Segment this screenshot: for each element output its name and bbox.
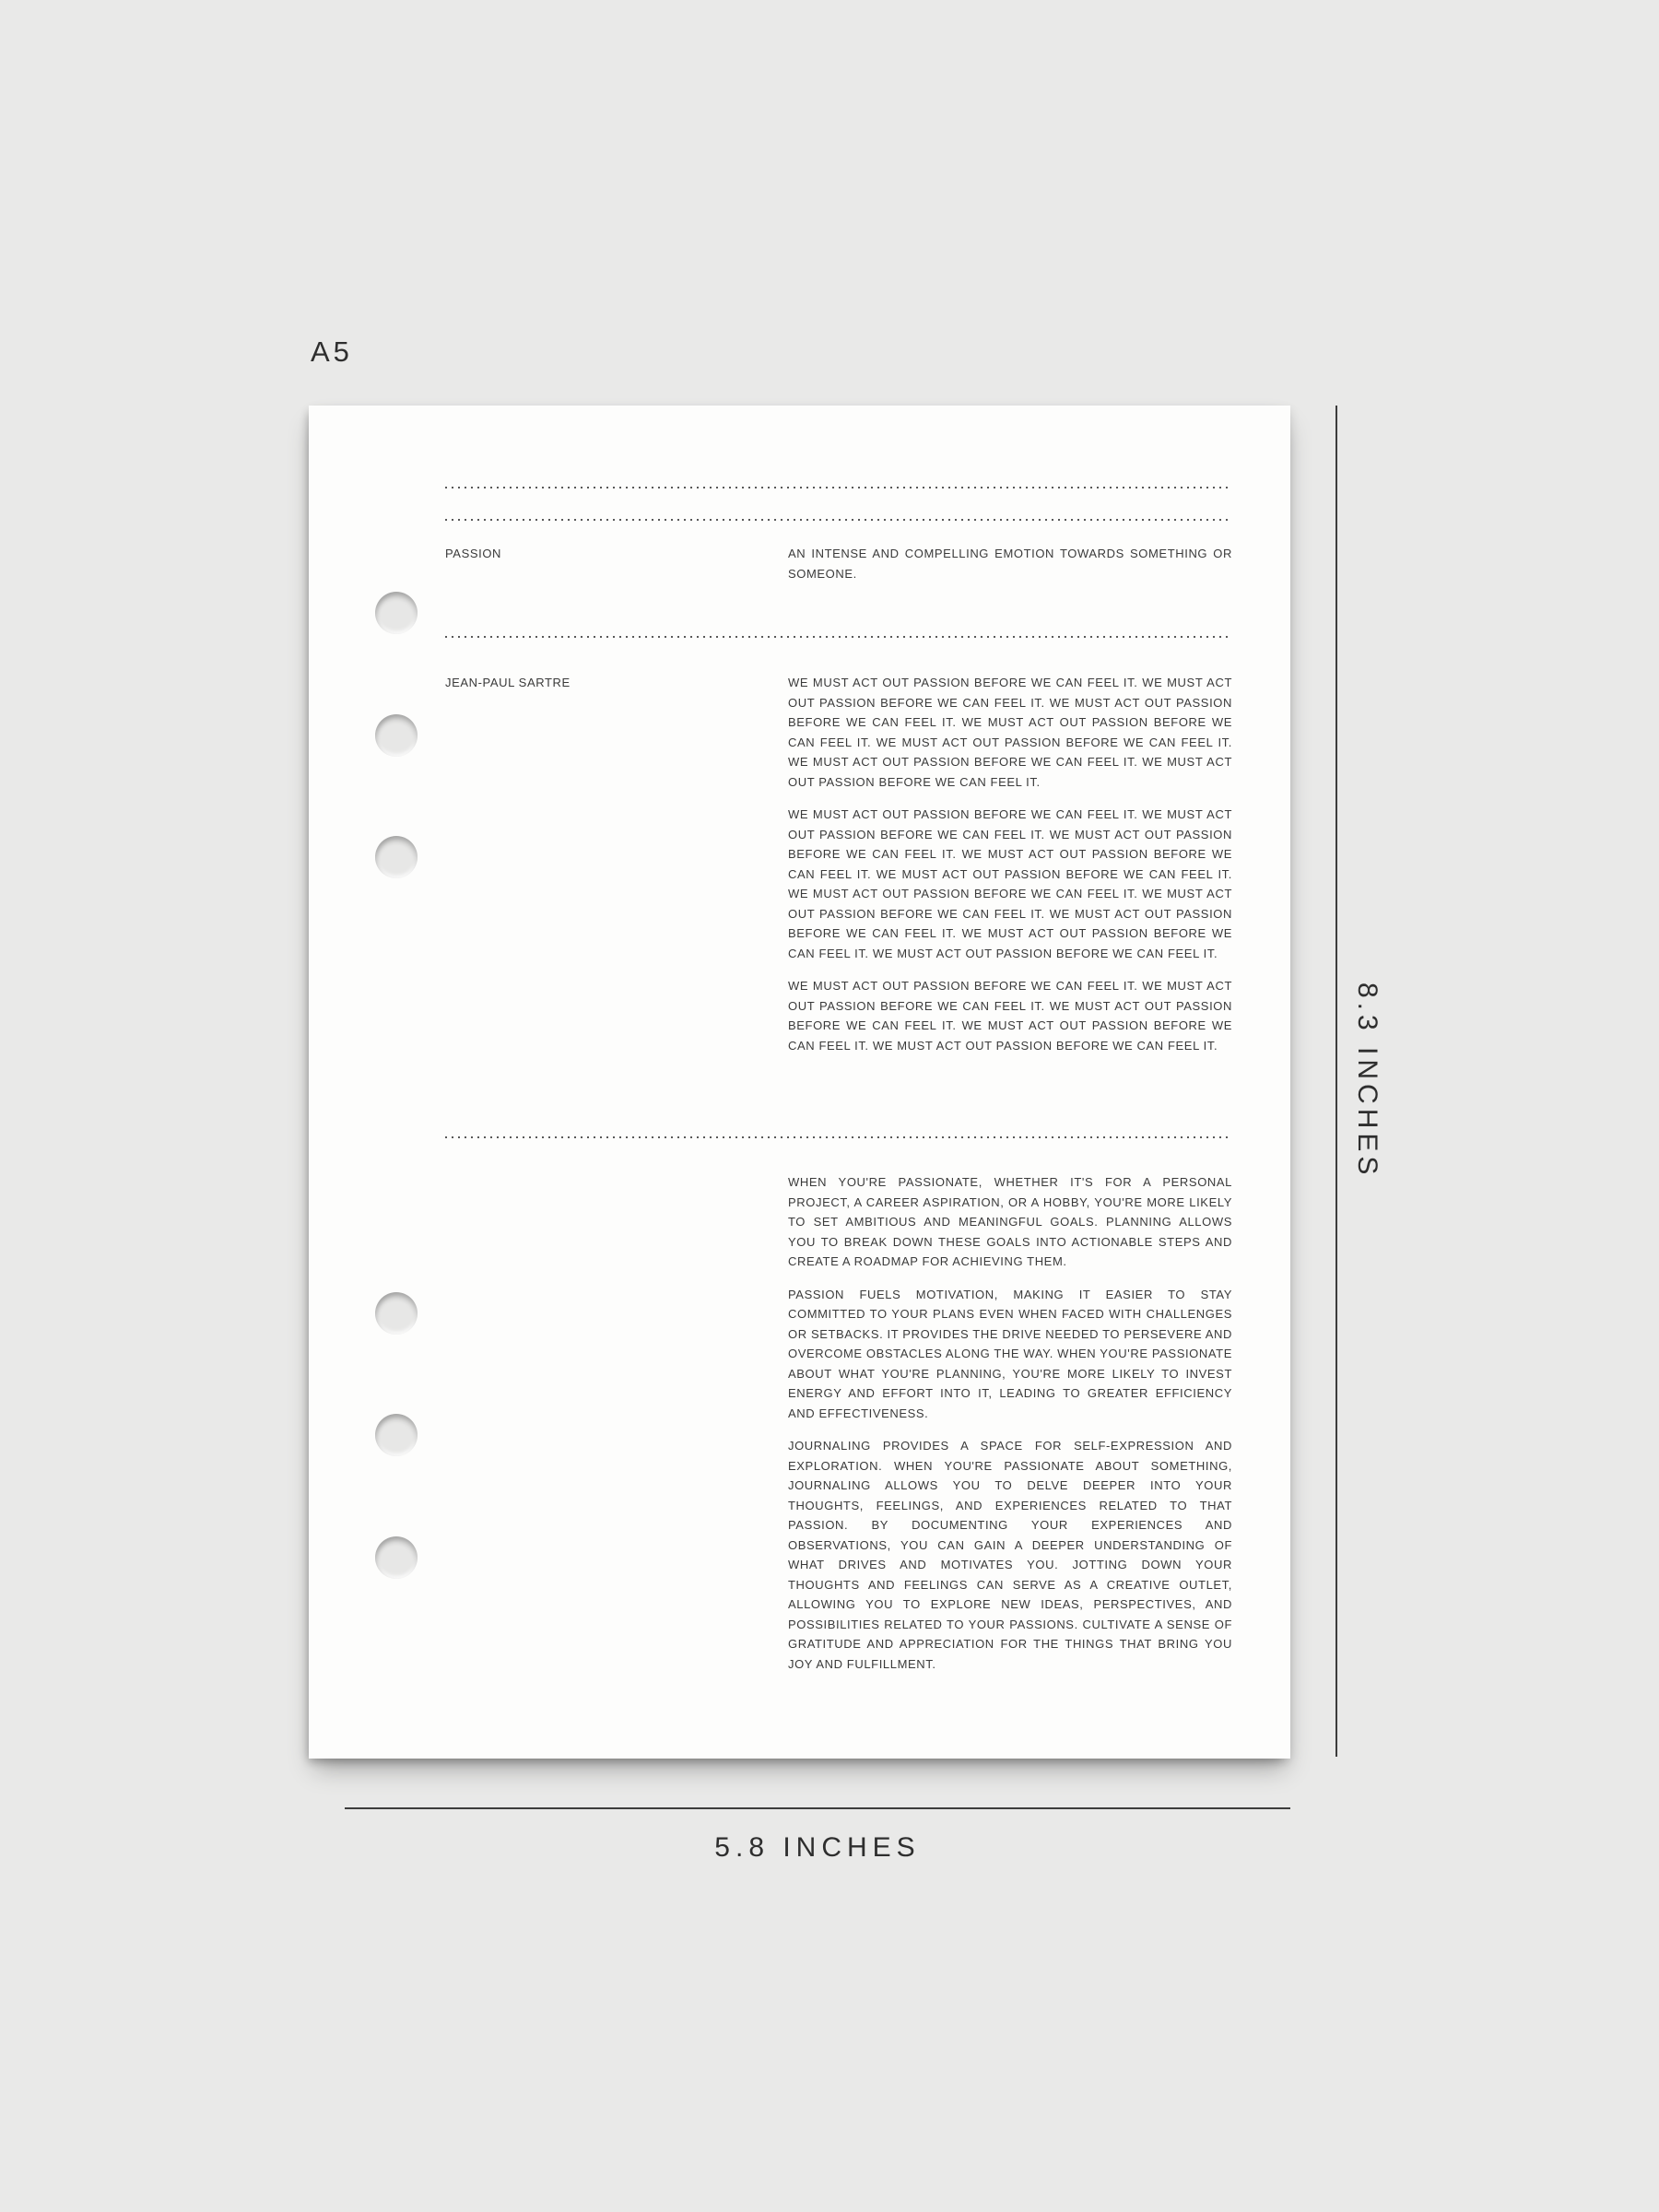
- punch-hole: [375, 592, 418, 634]
- dotted-rule: [445, 519, 1232, 521]
- punch-hole: [375, 1292, 418, 1335]
- punch-hole: [375, 714, 418, 757]
- term-definition: AN INTENSE AND COMPELLING EMOTION TOWARDS SOMETHING OR SOMEONE.: [788, 547, 1232, 581]
- term-definition-column: [788, 544, 1232, 583]
- body-paragraph: JOURNALING PROVIDES A SPACE FOR SELF-EXPRESSION AND EXPLORATION. WHEN YOU'RE PASSIONATE ABOUT SOMETHING, JOURNALING ALLOWS YOU TO DELVE DEEPER INTO YOUR THOUGHTS, FEELINGS, AND EXPERIENCES RELATED TO THAT PASSION. BY DOCUMENTING YOUR EXPERIENCES AND OBSERVATIONS, YOU CAN GAIN A DEEPER UNDERSTANDING OF WHAT DRIVES AND MOTIVATES YOU. JOTTING DOWN YOUR THOUGHTS AND FEELINGS CAN SERVE AS A CREATIVE OUTLET, ALLOWING YOU TO EXPLORE NEW IDEAS, PERSPECTIVES, AND POSSIBILITIES RELATED TO YOUR PASSIONS. CULTIVATE A SENSE OF GRATITUDE AND APPRECIATION FOR THE THINGS THAT BRING YOU JOY AND FULFILLMENT.: [788, 1439, 1232, 1671]
- term-section: [445, 544, 1232, 583]
- size-class-label: A5: [311, 335, 353, 368]
- quote-author-label: JEAN-PAUL SARTRE: [445, 676, 571, 689]
- punch-hole: [375, 1414, 418, 1456]
- body-paragraph: PASSION FUELS MOTIVATION, MAKING IT EASIER TO STAY COMMITTED TO YOUR PLANS EVEN WHEN FACED WITH CHALLENGES OR SETBACKS. IT PROVIDES THE DRIVE NEEDED TO PERSEVERE AND OVERCOME OBSTACLES ALONG THE WAY. WHEN YOU'RE PASSIONATE ABOUT WHAT YOU'RE PLANNING, YOU'RE MORE LIKELY TO INVEST ENERGY AND EFFORT INTO IT, LEADING TO GREATER EFFICIENCY AND EFFECTIVENESS.: [788, 1287, 1232, 1420]
- width-dimension-label: 5.8 INCHES: [714, 1832, 921, 1863]
- term-label: PASSION: [445, 547, 502, 560]
- quote-paragraph: WE MUST ACT OUT PASSION BEFORE WE CAN FEEL IT. WE MUST ACT OUT PASSION BEFORE WE CAN FEEL IT. WE MUST ACT OUT PASSION BEFORE WE CAN FEEL IT. WE MUST ACT OUT PASSION BEFORE WE CAN FEEL IT. WE MUST ACT OUT PASSION BEFORE WE CAN FEEL IT. WE MUST ACT OUT PASSION BEFORE WE CAN FEEL IT. WE MUST ACT OUT PASSION BEFORE WE CAN FEEL IT. WE MUST ACT OUT PASSION BEFORE WE CAN FEEL IT. WE MUST ACT OUT PASSION BEFORE WE CAN FEEL IT. WE MUST ACT OUT PASSION BEFORE WE CAN FEEL IT.: [788, 807, 1232, 960]
- body-section: [788, 1172, 1232, 1674]
- dotted-rule: [445, 636, 1232, 638]
- planner-page: [309, 406, 1290, 1759]
- body-paragraph: WHEN YOU'RE PASSIONATE, WHETHER IT'S FOR A PERSONAL PROJECT, A CAREER ASPIRATION, OR A HOBBY, YOU'RE MORE LIKELY TO SET AMBITIOUS AND MEANINGFUL GOALS. PLANNING ALLOWS YOU TO BREAK DOWN THESE GOALS INTO ACTIONABLE STEPS AND CREATE A ROADMAP FOR ACHIEVING THEM.: [788, 1175, 1232, 1268]
- quote-paragraph: WE MUST ACT OUT PASSION BEFORE WE CAN FEEL IT. WE MUST ACT OUT PASSION BEFORE WE CAN FEEL IT. WE MUST ACT OUT PASSION BEFORE WE CAN FEEL IT. WE MUST ACT OUT PASSION BEFORE WE CAN FEEL IT. WE MUST ACT OUT PASSION BEFORE WE CAN FEEL IT. WE MUST ACT OUT PASSION BEFORE WE CAN FEEL IT. WE MUST ACT OUT PASSION BEFORE WE CAN FEEL IT.: [788, 676, 1232, 789]
- height-measure-line: [1335, 406, 1337, 1757]
- dotted-rule: [445, 1136, 1232, 1138]
- quote-text-column: [788, 673, 1232, 1055]
- dotted-rule: [445, 487, 1232, 488]
- width-measure-line: [345, 1807, 1290, 1809]
- quote-section: [445, 673, 1232, 1055]
- height-dimension-label: 8.3 INCHES: [1352, 982, 1382, 1180]
- punch-hole: [375, 1536, 418, 1579]
- quote-paragraph: WE MUST ACT OUT PASSION BEFORE WE CAN FEEL IT. WE MUST ACT OUT PASSION BEFORE WE CAN FEEL IT. WE MUST ACT OUT PASSION BEFORE WE CAN FEEL IT. WE MUST ACT OUT PASSION BEFORE WE CAN FEEL IT. WE MUST ACT OUT PASSION BEFORE WE CAN FEEL IT.: [788, 979, 1232, 1053]
- punch-hole: [375, 836, 418, 878]
